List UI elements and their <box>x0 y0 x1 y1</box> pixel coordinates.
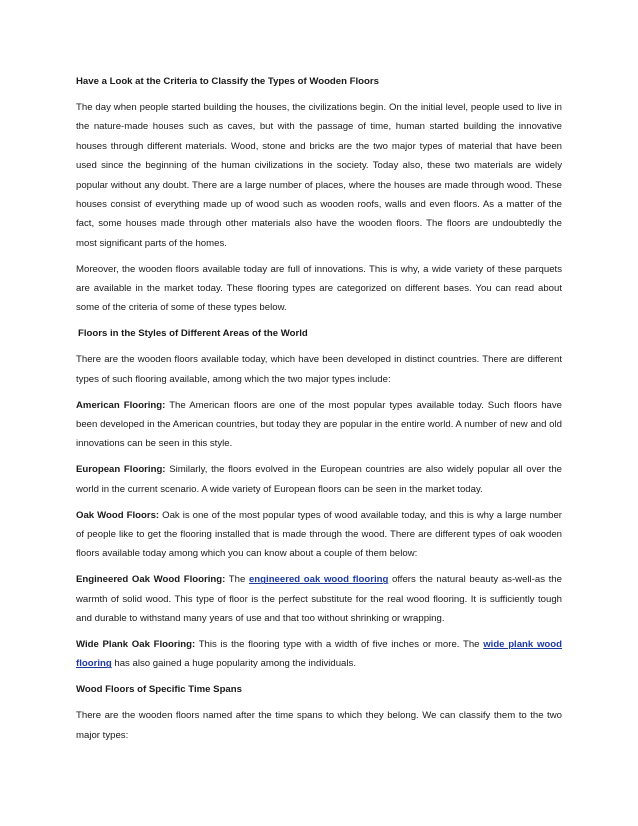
engineered-oak-paragraph <box>76 570 562 628</box>
oak-wood-floors-paragraph <box>76 506 562 564</box>
wide-plank-term: Wide Plank Oak Flooring: <box>76 639 196 651</box>
american-flooring-text: The American floors are one of the most popular types available today. Such floors have been developed in the American countries, but today they are popular in the entire world. A number of new and old innovations can be seen in this style. <box>76 399 562 450</box>
engineered-oak-post: offers the natural beauty as-well-as the warmth of solid wood. This type of floor is the perfect substitute for the real wood flooring. It is sufficiently tough and durable to withstand many years of use and that too without shrinking or wrapping. <box>76 574 562 625</box>
european-flooring-paragraph <box>76 460 562 499</box>
intro-paragraph-2: Moreover, the wooden floors available today are full of innovations. This is why, a wide variety of these parquets are available in the market today. These flooring types are categorized on different bases. You can read about some of the criteria of some of these types below. <box>76 263 562 314</box>
oak-wood-floors-text: Oak is one of the most popular types of wood available today, and this is why a large number of people like to get the flooring installed that is made through the wood. There are different types of oak wooden floors available today among which you can know about a couple of them below: <box>76 509 562 560</box>
engineered-oak-term: Engineered Oak Wood Flooring: <box>76 574 226 586</box>
engineered-oak-link[interactable]: engineered oak wood flooring <box>248 574 389 586</box>
section-intro-world-styles: There are the wooden floors available today, which have been developed in distinct countries. There are different types of such flooring available, among which the two major types include: <box>76 354 562 385</box>
wide-plank-pre: This is the flooring type with a width of five inches or more. The <box>195 639 484 651</box>
american-flooring-paragraph <box>76 396 562 454</box>
engineered-oak-pre: The <box>225 574 249 586</box>
wide-plank-post: has also gained a huge popularity among the individuals. <box>111 658 356 670</box>
european-flooring-term: European Flooring: <box>76 464 166 476</box>
section-intro-time-spans: There are the wooden floors named after the time spans to which they belong. We can classify them to the two major types: <box>76 710 562 741</box>
wide-plank-paragraph <box>76 635 562 674</box>
section-heading-time-spans: Wood Floors of Specific Time Spans <box>76 684 242 696</box>
section-heading-world-styles: Floors in the Styles of Different Areas of the World <box>78 328 308 340</box>
document-page <box>76 72 562 752</box>
oak-wood-floors-term: Oak Wood Floors: <box>76 509 160 521</box>
european-flooring-text: Similarly, the floors evolved in the European countries are also widely popular all over the world in the current scenario. A wide variety of European floors can be seen in the market today. <box>76 464 562 495</box>
wide-plank-link[interactable]: wide plank wood flooring <box>76 639 562 670</box>
american-flooring-term: American Flooring: <box>76 399 166 411</box>
intro-paragraph-1: The day when people started building the houses, the civilizations begin. On the initial level, people used to live in the nature-made houses such as caves, but with the passage of time, human started building the innovative houses through different materials. Wood, stone and bricks are the two major types of material that have been used since the beginning of the human civilizations in the society. Today also, these two materials are widely popular without any doubt. There are a large number of places, where the houses are made through wood. These houses consist of everything made up of wood such as wooden roofs, walls and even floors. As a matter of the fact, some houses made through other materials also have the wooden floors. The floors are undoubtedly the most significant parts of the homes. <box>76 101 562 249</box>
document-title: Have a Look at the Criteria to Classify the Types of Wooden Floors <box>76 76 379 87</box>
